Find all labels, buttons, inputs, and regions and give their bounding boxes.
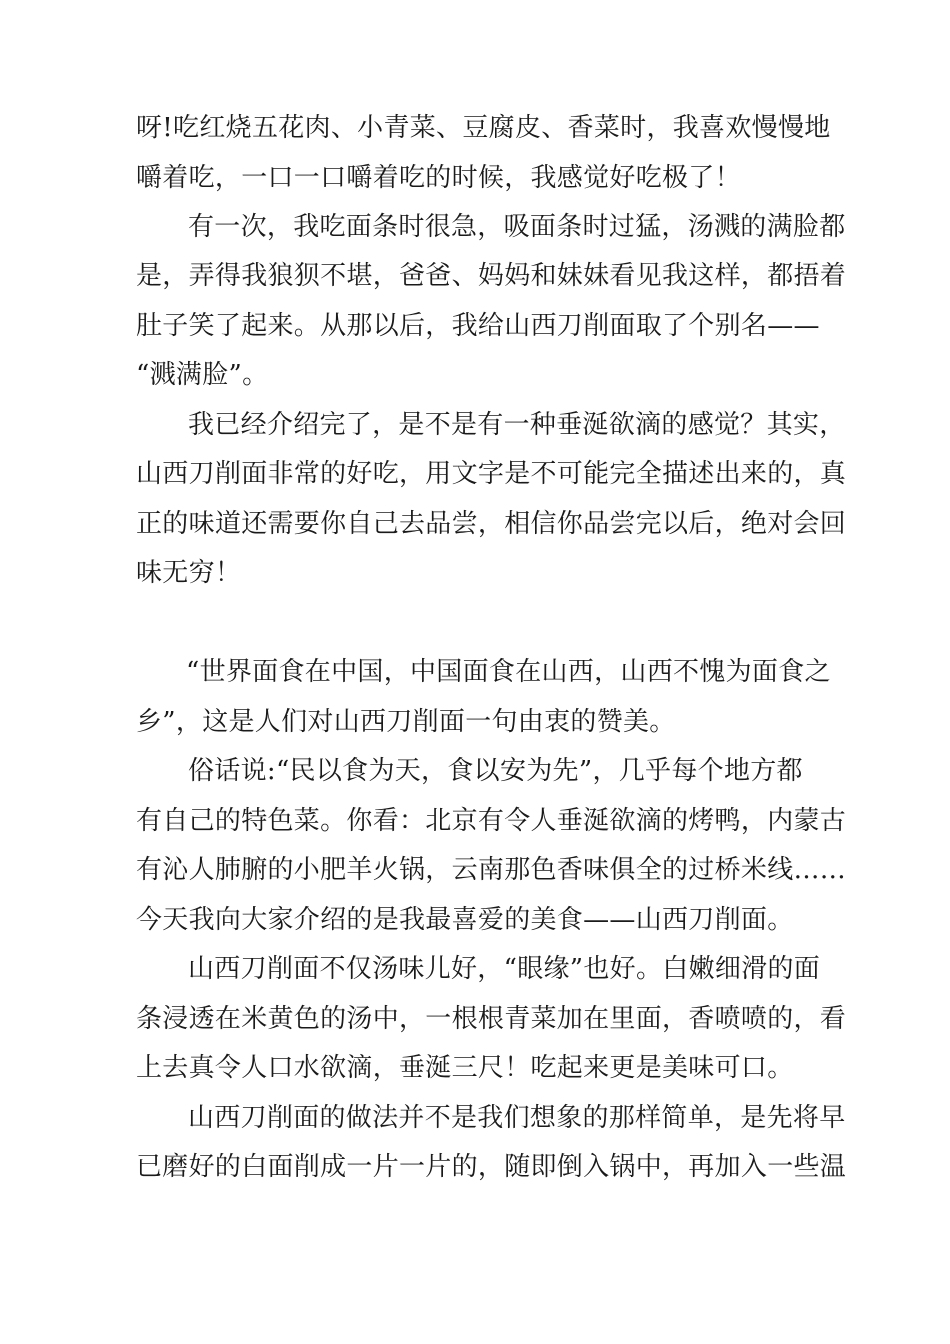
text-line: 是，弄得我狼狈不堪，爸爸、妈妈和妹妹看见我这样，都捂着 <box>136 261 847 291</box>
text-line: 乡”，这是人们对山西刀削面一句由衷的赞美。 <box>136 707 676 737</box>
paragraph-start-line: 俗话说:“民以食为天，食以安为先”，几乎每个地方都 <box>188 756 803 786</box>
paragraph-start-line: 我已经介绍完了，是不是有一种垂涎欲滴的感觉？其实， <box>188 410 846 440</box>
paragraph-start-line: 山西刀削面的做法并不是我们想象的那样简单，是先将早 <box>188 1103 846 1133</box>
paragraph-start-line: 有一次，我吃面条时很急，吸面条时过猛，汤溅的满脸都 <box>188 212 846 242</box>
text-line: 今天我向大家介绍的是我最喜爱的美食——山西刀削面。 <box>136 905 794 935</box>
text-line: 有自己的特色菜。你看：北京有令人垂涎欲滴的烤鸭，内蒙古 <box>136 806 847 836</box>
text-line: 味无穷！ <box>136 558 242 588</box>
text-line: 呀!吃红烧五花肉、小青菜、豆腐皮、香菜时，我喜欢慢慢地 <box>136 113 831 143</box>
text-line: 肚子笑了起来。从那以后，我给山西刀削面取了个别名—— <box>136 311 820 341</box>
text-line: 条浸透在米黄色的汤中，一根根青菜加在里面，香喷喷的，看 <box>136 1004 847 1034</box>
text-line: 山西刀削面非常的好吃，用文字是不可能完全描述出来的，真 <box>136 459 847 489</box>
paragraph-start-line: “世界面食在中国，中国面食在山西，山西不愧为面食之 <box>186 657 831 687</box>
paragraph-start-line: 山西刀削面不仅汤味儿好，“眼缘”也好。白嫩细滑的面 <box>188 954 821 984</box>
text-line: 正的味道还需要你自己去品尝，相信你品尝完以后，绝对会回 <box>136 509 847 539</box>
text-line: 有沁人肺腑的小肥羊火锅，云南那色香味俱全的过桥米线…… <box>136 855 847 885</box>
text-line: “溅满脸”。 <box>136 360 269 390</box>
text-line: 嚼着吃，一口一口嚼着吃的时候，我感觉好吃极了！ <box>136 163 741 193</box>
text-line: 上去真令人口水欲滴，垂涎三尺！吃起来更是美味可口。 <box>136 1053 794 1083</box>
text-line: 已磨好的白面削成一片一片的，随即倒入锅中，再加入一些温 <box>136 1152 847 1182</box>
